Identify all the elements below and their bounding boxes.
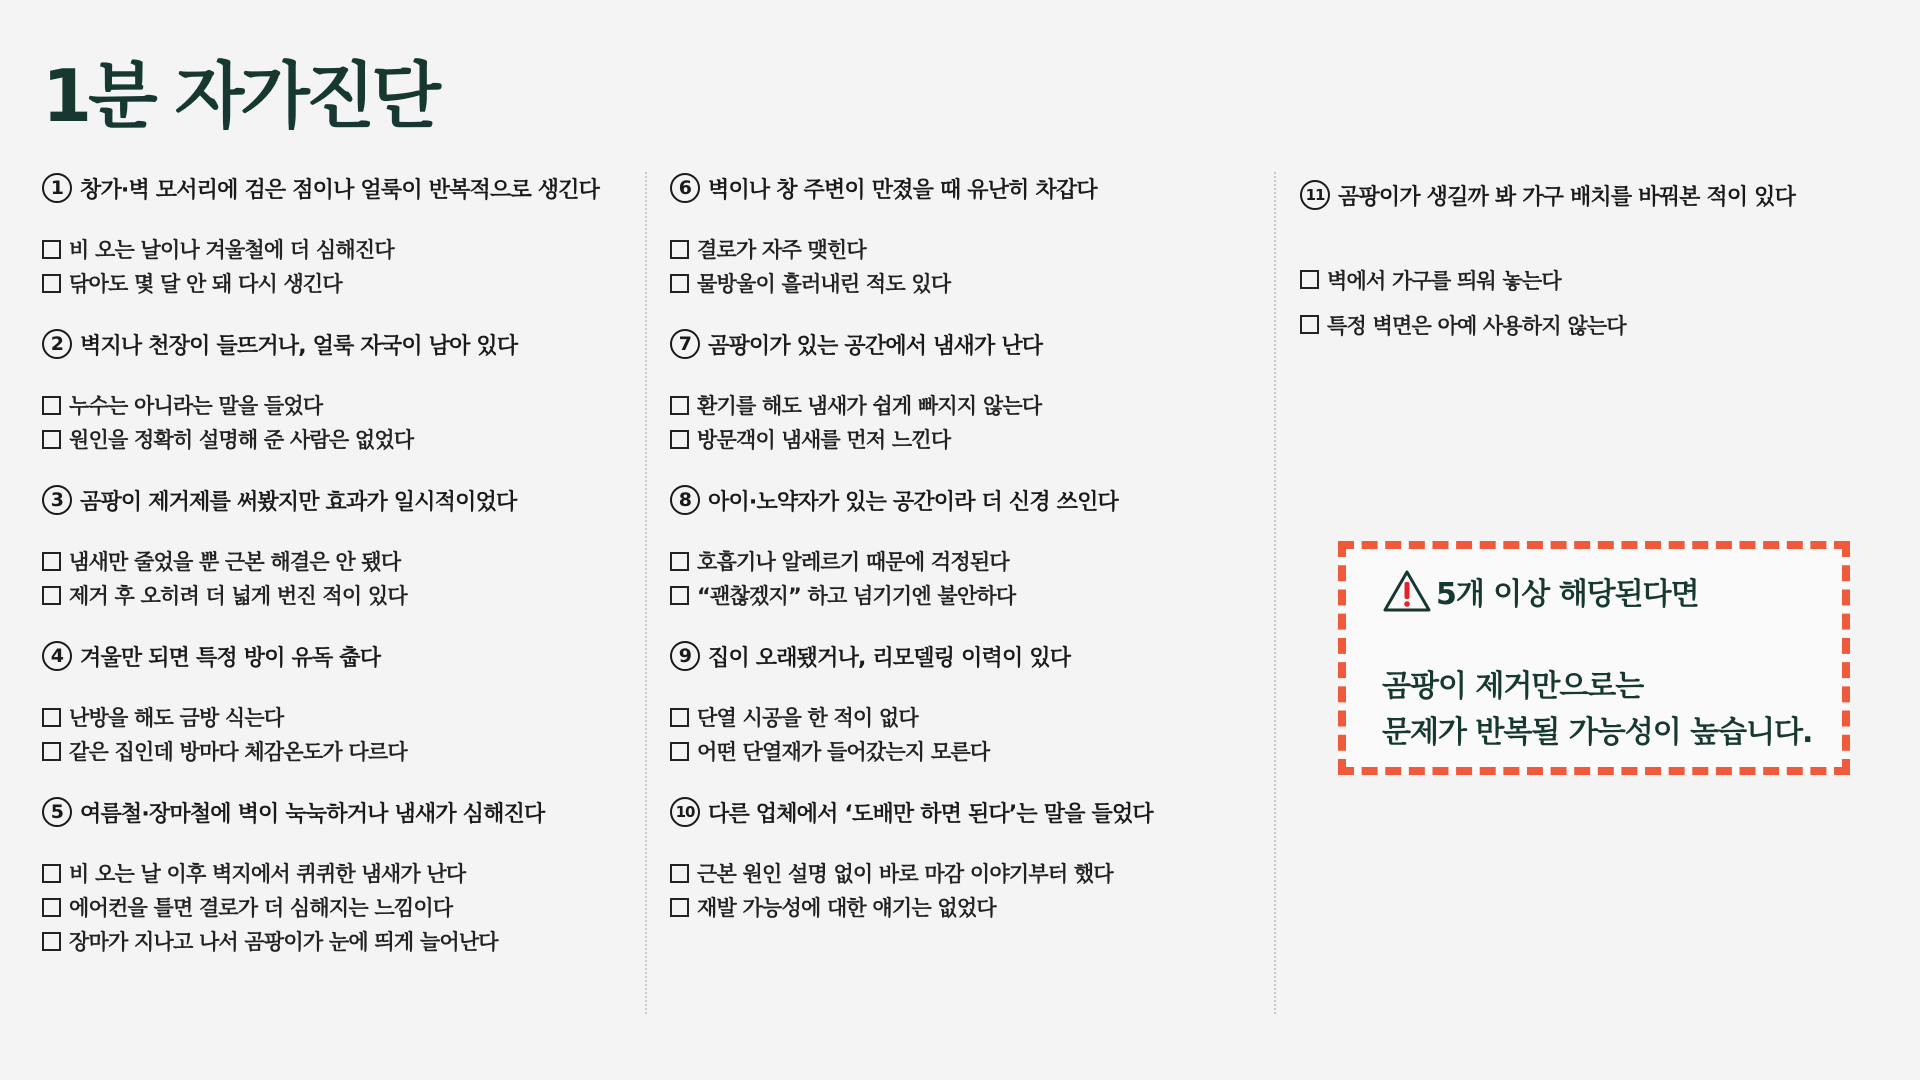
checkbox[interactable] xyxy=(670,396,689,415)
question-number-badge: 1 xyxy=(42,173,72,203)
question-text: 곰팡이가 생길까 봐 가구 배치를 바꿔본 적이 있다 xyxy=(1338,184,1796,210)
checkbox[interactable] xyxy=(1300,315,1319,334)
callout-heading-text: 5개 이상 해당된다면 xyxy=(1436,577,1699,612)
checkbox[interactable] xyxy=(670,586,689,605)
checklist-option[interactable] xyxy=(42,544,632,578)
checklist-option[interactable] xyxy=(670,856,1270,890)
checkbox[interactable] xyxy=(1300,270,1319,289)
checkbox[interactable] xyxy=(670,430,689,449)
checklist-option[interactable] xyxy=(670,700,1270,734)
option-list xyxy=(42,232,632,300)
option-label: 환기를 해도 냄새가 쉽게 빠지지 않는다 xyxy=(697,394,1042,418)
question-text: 다른 업체에서 ‘도배만 하면 된다’는 말을 들었다 xyxy=(708,801,1153,827)
checklist-column-3 xyxy=(1300,175,1900,371)
checkbox[interactable] xyxy=(42,864,61,883)
checkbox[interactable] xyxy=(42,430,61,449)
question-3 xyxy=(42,480,632,520)
page-title: 1분 자가진단 xyxy=(42,54,437,138)
checklist-option[interactable] xyxy=(42,734,632,768)
option-label: 재발 가능성에 대한 얘기는 없었다 xyxy=(697,896,996,920)
option-label: 원인을 정확히 설명해 준 사람은 없었다 xyxy=(69,428,414,452)
option-list xyxy=(42,700,632,768)
checklist-option[interactable] xyxy=(670,890,1270,924)
checkbox[interactable] xyxy=(42,898,61,917)
option-label: 제거 후 오히려 더 넓게 번진 적이 있다 xyxy=(69,584,407,608)
option-list xyxy=(42,388,632,456)
checklist-option[interactable] xyxy=(42,422,632,456)
question-6 xyxy=(670,168,1270,208)
question-text: 집이 오래됐거나, 리모델링 이력이 있다 xyxy=(708,645,1071,671)
checklist-column-1 xyxy=(42,168,632,982)
option-list xyxy=(670,388,1270,456)
checklist-option[interactable] xyxy=(670,734,1270,768)
option-label: 호흡기나 알레르기 때문에 걱정된다 xyxy=(697,550,1009,574)
column-divider xyxy=(1274,172,1276,1014)
checklist-option[interactable] xyxy=(42,232,632,266)
checkbox[interactable] xyxy=(670,864,689,883)
checklist-option[interactable] xyxy=(670,388,1270,422)
question-2 xyxy=(42,324,632,364)
checkbox[interactable] xyxy=(42,708,61,727)
question-1 xyxy=(42,168,632,208)
checkbox[interactable] xyxy=(42,586,61,605)
option-list xyxy=(42,544,632,612)
option-label: 같은 집인데 방마다 체감온도가 다르다 xyxy=(69,740,407,764)
question-number-badge: 5 xyxy=(42,797,72,827)
question-number-badge: 2 xyxy=(42,329,72,359)
option-label: 누수는 아니라는 말을 들었다 xyxy=(69,394,323,418)
option-label: 근본 원인 설명 없이 바로 마감 이야기부터 했다 xyxy=(697,862,1113,886)
question-4 xyxy=(42,636,632,676)
question-number-badge: 7 xyxy=(670,329,700,359)
checkbox[interactable] xyxy=(42,240,61,259)
question-7 xyxy=(670,324,1270,364)
checkbox[interactable] xyxy=(670,274,689,293)
option-label: “괜찮겠지” 하고 넘기기엔 불안하다 xyxy=(697,584,1016,608)
checklist-option[interactable] xyxy=(42,890,632,924)
option-list xyxy=(1300,257,1900,347)
option-label: 비 오는 날이나 겨울철에 더 심해진다 xyxy=(69,238,394,262)
callout-heading xyxy=(1382,569,1699,613)
question-number-badge: 8 xyxy=(670,485,700,515)
checkbox[interactable] xyxy=(670,708,689,727)
option-label: 결로가 자주 맺힌다 xyxy=(697,238,866,262)
checkbox[interactable] xyxy=(42,396,61,415)
checklist-option[interactable] xyxy=(42,924,632,958)
option-label: 물방울이 흘러내린 적도 있다 xyxy=(697,272,951,296)
option-list xyxy=(42,856,632,958)
question-number-badge: 11 xyxy=(1300,180,1330,210)
warning-callout xyxy=(1338,541,1850,775)
question-number-badge: 10 xyxy=(670,797,700,827)
checklist-option[interactable] xyxy=(670,578,1270,612)
question-number-badge: 9 xyxy=(670,641,700,671)
checklist-option[interactable] xyxy=(42,388,632,422)
question-text: 아이·노약자가 있는 공간이라 더 신경 쓰인다 xyxy=(708,489,1118,515)
checklist-option[interactable] xyxy=(42,856,632,890)
option-label: 특정 벽면은 아예 사용하지 않는다 xyxy=(1327,313,1626,338)
question-8 xyxy=(670,480,1270,520)
checklist-option[interactable] xyxy=(670,544,1270,578)
checklist-option[interactable] xyxy=(670,422,1270,456)
checklist-option[interactable] xyxy=(670,232,1270,266)
checklist-option[interactable] xyxy=(42,266,632,300)
question-number-badge: 3 xyxy=(42,485,72,515)
question-9 xyxy=(670,636,1270,676)
checklist-option[interactable] xyxy=(1300,257,1900,302)
question-text: 벽지나 천장이 들뜨거나, 얼룩 자국이 남아 있다 xyxy=(80,333,518,359)
question-11 xyxy=(1300,175,1900,215)
option-label: 난방을 해도 금방 식는다 xyxy=(69,706,284,730)
question-number-badge: 4 xyxy=(42,641,72,671)
checkbox[interactable] xyxy=(670,742,689,761)
option-label: 방문객이 냄새를 먼저 느낀다 xyxy=(697,428,951,452)
option-list xyxy=(670,544,1270,612)
question-text: 곰팡이가 있는 공간에서 냄새가 난다 xyxy=(708,333,1043,359)
question-text: 여름철·장마철에 벽이 눅눅하거나 냄새가 심해진다 xyxy=(80,801,545,827)
option-label: 어떤 단열재가 들어갔는지 모른다 xyxy=(697,740,990,764)
checkbox[interactable] xyxy=(42,274,61,293)
checkbox[interactable] xyxy=(42,932,61,951)
option-label: 단열 시공을 한 적이 없다 xyxy=(697,706,918,730)
checkbox[interactable] xyxy=(42,742,61,761)
question-number-badge: 6 xyxy=(670,173,700,203)
checkbox[interactable] xyxy=(670,240,689,259)
question-text: 겨울만 되면 특정 방이 유독 춥다 xyxy=(80,645,381,671)
question-text: 벽이나 창 주변이 만졌을 때 유난히 차갑다 xyxy=(708,177,1097,203)
option-label: 에어컨을 틀면 결로가 더 심해지는 느낌이다 xyxy=(69,896,453,920)
checklist-option[interactable] xyxy=(42,700,632,734)
option-label: 닦아도 몇 달 안 돼 다시 생긴다 xyxy=(69,272,342,296)
option-label: 벽에서 가구를 띄워 놓는다 xyxy=(1327,268,1561,293)
checkbox[interactable] xyxy=(42,552,61,571)
callout-line-2: 문제가 반복될 가능성이 높습니다. xyxy=(1382,715,1813,750)
checklist-option[interactable] xyxy=(42,578,632,612)
option-label: 냄새만 줄었을 뿐 근본 해결은 안 됐다 xyxy=(69,550,401,574)
callout-line-1: 곰팡이 제거만으로는 xyxy=(1382,669,1644,704)
option-label: 장마가 지나고 나서 곰팡이가 눈에 띄게 늘어난다 xyxy=(69,930,498,954)
column-divider xyxy=(645,172,647,1014)
question-text: 곰팡이 제거제를 써봤지만 효과가 일시적이었다 xyxy=(80,489,517,515)
option-list xyxy=(670,856,1270,924)
checklist-option[interactable] xyxy=(670,266,1270,300)
question-5 xyxy=(42,792,632,832)
question-10 xyxy=(670,792,1270,832)
checklist-column-2 xyxy=(670,168,1270,948)
option-label: 비 오는 날 이후 벽지에서 퀴퀴한 냄새가 난다 xyxy=(69,862,466,886)
warning-icon xyxy=(1382,569,1432,613)
option-list xyxy=(670,232,1270,300)
checkbox[interactable] xyxy=(670,552,689,571)
question-text: 창가·벽 모서리에 검은 점이나 얼룩이 반복적으로 생긴다 xyxy=(80,177,600,203)
option-list xyxy=(670,700,1270,768)
checkbox[interactable] xyxy=(670,898,689,917)
checklist-option[interactable] xyxy=(1300,302,1900,347)
